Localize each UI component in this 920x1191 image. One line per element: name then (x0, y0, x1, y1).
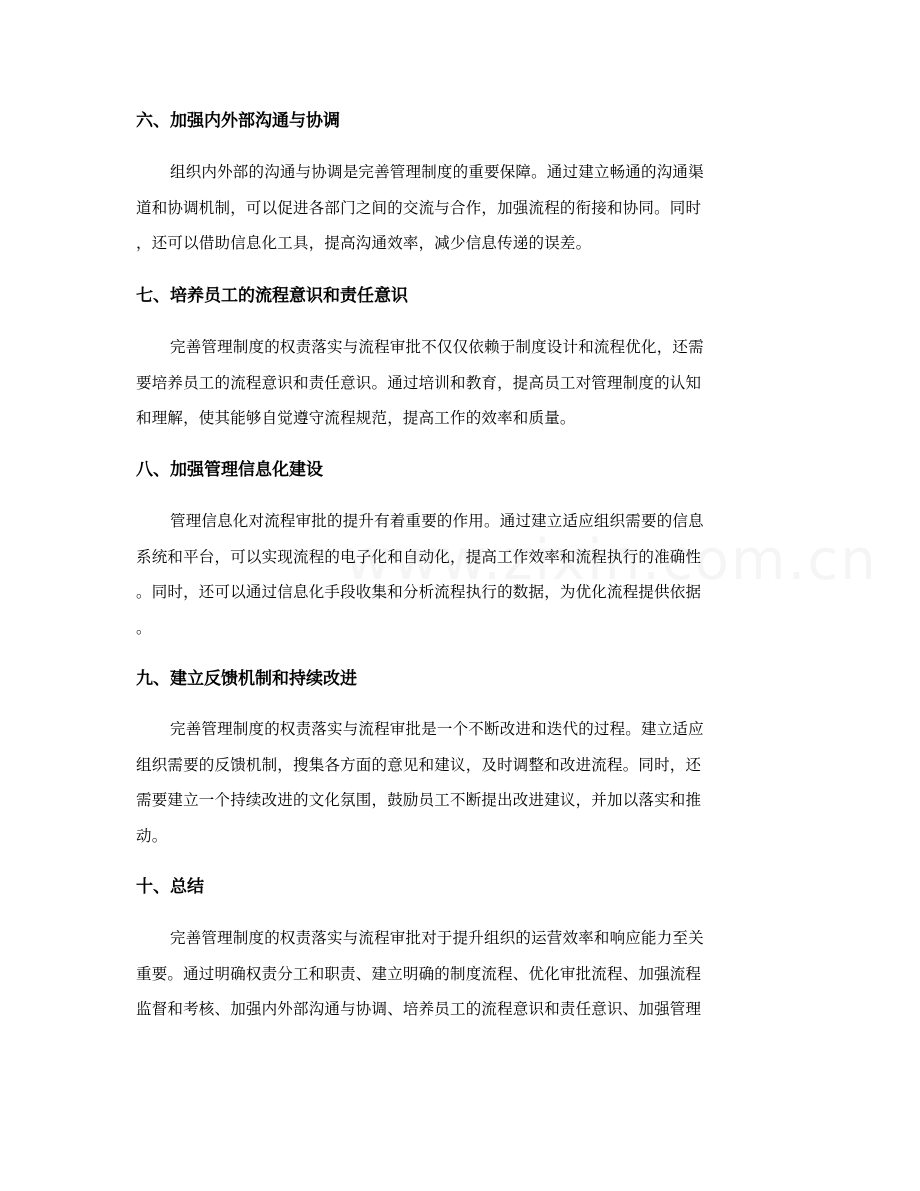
section-paragraph-7 (136, 330, 786, 437)
paragraph-line: 需要建立一个持续改进的文化氛围，鼓励员工不断提出改进建议，并加以落实和推 (136, 791, 702, 809)
paragraph-line: 组织需要的反馈机制，搜集各方面的意见和建议，及时调整和改进流程。同时，还 (136, 755, 702, 774)
paragraph-line: 。 (136, 618, 152, 637)
paragraph-line: 完善管理制度的权责落实与流程审批对于提升组织的运营效率和响应能力至关 (170, 929, 704, 947)
section-heading-9: 九、建立反馈机制和持续改进 (136, 669, 357, 689)
section-heading-10: 十、总结 (136, 877, 204, 897)
paragraph-line: 动。 (136, 826, 168, 845)
paragraph-line: ，还可以借助信息化工具，提高沟通效率，减少信息传递的误差。 (136, 234, 592, 252)
paragraph-line: 监督和考核、加强内外部沟通与协调、培养员工的流程意识和责任意识、加强管理 (136, 1000, 702, 1018)
paragraph-line: 和理解，使其能够自觉遵守流程规范，提高工作的效率和质量。 (136, 409, 576, 427)
section-heading-6: 六、加强内外部沟通与协调 (136, 111, 340, 131)
paragraph-line: 管理信息化对流程审批的提升有着重要的作用。通过建立适应组织需要的信息 (170, 512, 704, 530)
section-paragraph-9 (136, 712, 786, 854)
section-paragraph-10 (136, 921, 786, 1028)
paragraph-line: 。同时，还可以通过信息化手段收集和分析流程执行的数据，为优化流程提供依据 (136, 583, 702, 601)
paragraph-line: 道和协调机制，可以促进各部门之间的交流与合作，加强流程的衔接和协同。同时 (136, 198, 702, 217)
section-paragraph-6 (136, 155, 786, 262)
section-heading-7: 七、培养员工的流程意识和责任意识 (136, 286, 408, 306)
paragraph-line: 要培养员工的流程意识和责任意识。通过培训和教育，提高员工对管理制度的认知 (136, 373, 702, 392)
paragraph-line: 重要。通过明确权责分工和职责、建立明确的制度流程、优化审批流程、加强流程 (136, 964, 702, 983)
paragraph-line: 系统和平台，可以实现流程的电子化和自动化，提高工作效率和流程执行的准确性 (136, 547, 702, 566)
paragraph-line: 完善管理制度的权责落实与流程审批是一个不断改进和迭代的过程。建立适应 (170, 720, 704, 738)
paragraph-line: 组织内外部的沟通与协调是完善管理制度的重要保障。通过建立畅通的沟通渠 (170, 163, 704, 181)
paragraph-line: 完善管理制度的权责落实与流程审批不仅仅依赖于制度设计和流程优化，还需 (170, 338, 704, 356)
section-heading-8: 八、加强管理信息化建设 (136, 460, 323, 480)
section-paragraph-8 (136, 504, 786, 646)
